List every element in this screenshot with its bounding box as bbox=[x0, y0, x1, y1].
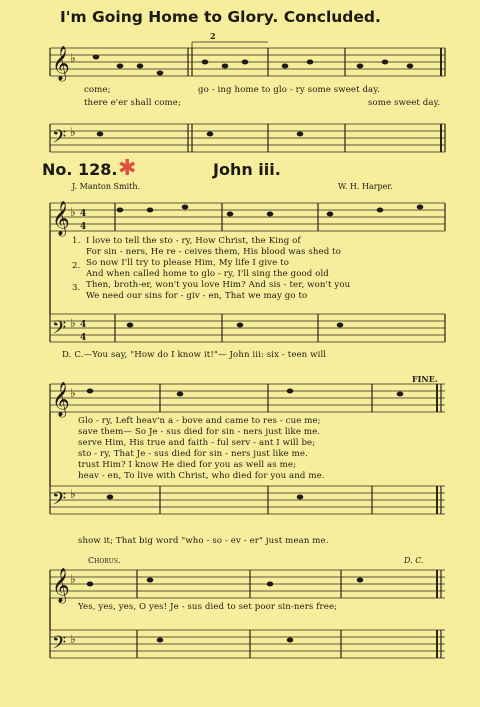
svg-text:𝄢: 𝄢 bbox=[52, 633, 67, 658]
hymn-number: No. 128. bbox=[42, 160, 118, 179]
ending-number: 2 bbox=[210, 31, 216, 41]
hymn-title: John iii. bbox=[213, 160, 281, 179]
svg-text:4: 4 bbox=[80, 209, 87, 219]
top-lyric-going-home: go - ing home to glo - ry some sweet day. bbox=[198, 85, 380, 95]
svg-text:♭: ♭ bbox=[70, 316, 76, 330]
chorus-line: Yes, yes, yes, O yes! Je - sus died to set poor sin-ners free; bbox=[78, 602, 338, 612]
system2-line-2: save them— So Je - sus died for sin - ners just like me. bbox=[78, 427, 321, 437]
svg-text:4: 4 bbox=[80, 333, 87, 343]
svg-text:4: 4 bbox=[80, 320, 87, 330]
svg-text:𝄢: 𝄢 bbox=[52, 489, 67, 514]
dc-line: D. C.—You say, "How do I know it!"— John iii: six - teen will bbox=[62, 350, 327, 360]
verse-3-line-a: Then, broth-er, won't you love Him? And sis - ter, won't you bbox=[86, 280, 351, 290]
verse-1-number: 1. bbox=[72, 236, 81, 246]
svg-text:♭: ♭ bbox=[70, 386, 76, 400]
svg-text:4: 4 bbox=[80, 222, 87, 232]
top-lyric-there: there e'er shall come; bbox=[84, 98, 181, 108]
system2-bottom-line: show it; That big word "who - so - ev - er" just mean me. bbox=[78, 536, 329, 546]
note-heads bbox=[87, 55, 424, 643]
verse-1-line-a: I love to tell the sto - ry, How Christ, the King of bbox=[86, 236, 301, 246]
svg-text:𝄞: 𝄞 bbox=[52, 46, 70, 81]
hymn-author: J. Manton Smith. bbox=[72, 182, 141, 191]
top-lyric-some-sweet-day: some sweet day. bbox=[368, 98, 441, 108]
verse-3-number: 3. bbox=[72, 283, 81, 293]
verse-2-number: 2. bbox=[72, 261, 81, 271]
verse-2-line-b: And when called home to glo - ry, I'll sing the good old bbox=[86, 269, 329, 279]
system2-line-6: heav - en, To live with Christ, who died for you and me. bbox=[78, 471, 325, 481]
system2-line-5: trust Him? I know He died for you as well as me; bbox=[78, 460, 297, 470]
system2-line-1: Glo - ry, Left heav'n a - bove and came to res - cue me; bbox=[78, 416, 321, 426]
concluded-title: I'm Going Home to Glory. Concluded. bbox=[60, 8, 381, 26]
system2-line-4: sto - ry, That Je - sus died for sin - ners just like me. bbox=[78, 449, 308, 459]
system2-line-3: serve Him, His true and faith - ful serv - ant I will be; bbox=[78, 438, 316, 448]
svg-text:𝄢: 𝄢 bbox=[52, 318, 67, 343]
svg-text:♭: ♭ bbox=[70, 51, 76, 65]
top-lyric-come: come; bbox=[84, 85, 111, 95]
verse-2-line-a: So now I'll try to please Him, My life I give to bbox=[86, 258, 289, 268]
hymn-composer: W. H. Harper. bbox=[338, 182, 393, 191]
chorus-label: Chorus. bbox=[88, 556, 121, 565]
svg-text:𝄞: 𝄞 bbox=[52, 568, 70, 603]
svg-text:♭: ♭ bbox=[70, 487, 76, 501]
svg-text:𝄞: 𝄞 bbox=[52, 201, 70, 236]
top-bass-staff bbox=[50, 124, 445, 152]
svg-text:𝄢: 𝄢 bbox=[52, 127, 67, 152]
svg-text:♭: ♭ bbox=[70, 125, 76, 139]
svg-text:♭: ♭ bbox=[70, 632, 76, 646]
verse-1-line-b: For sin - ners, He re - ceives them, His blood was shed to bbox=[86, 247, 341, 257]
svg-text:♭: ♭ bbox=[70, 205, 76, 219]
svg-text:♭: ♭ bbox=[70, 572, 76, 586]
verse-3-line-b: We need our sins for - giv - en, That we may go to bbox=[86, 291, 308, 301]
star-annotation-icon: ✱ bbox=[118, 156, 137, 181]
svg-text:𝄞: 𝄞 bbox=[52, 382, 70, 417]
chorus-dc: D. C. bbox=[404, 556, 424, 565]
fine-marking: FINE. bbox=[412, 374, 438, 384]
